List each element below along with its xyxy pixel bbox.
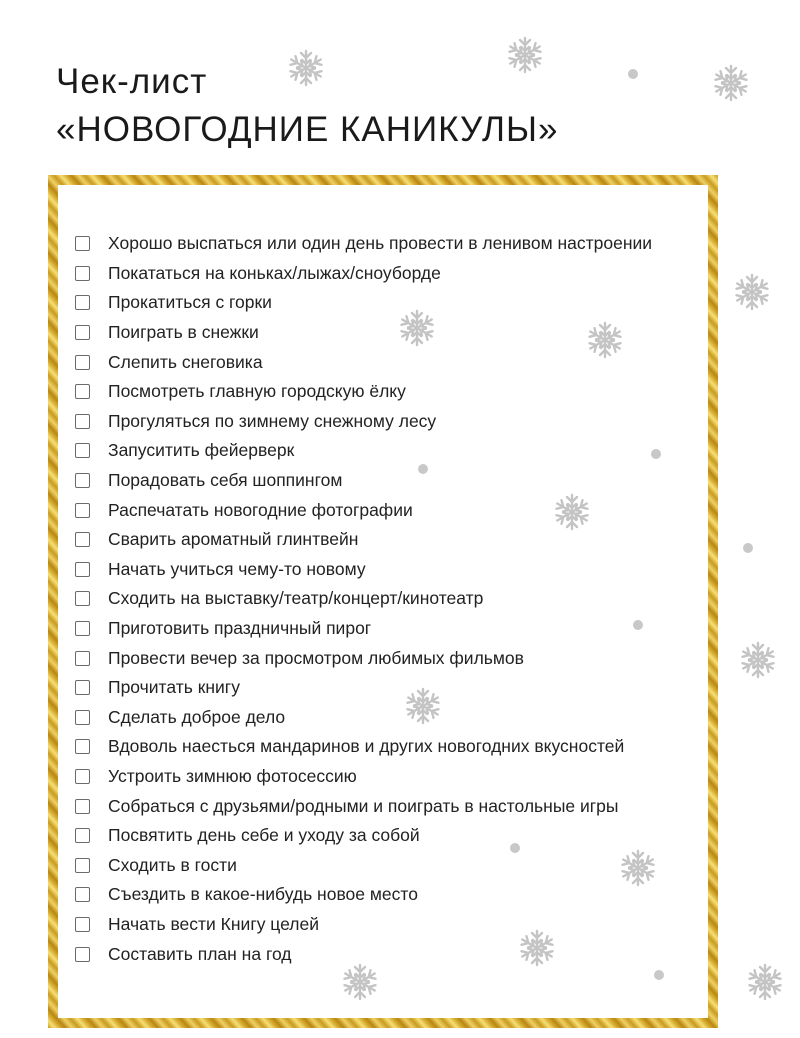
list-item xyxy=(75,732,652,762)
list-item xyxy=(75,850,652,880)
checklist xyxy=(75,229,652,969)
item-label: Составить план на год xyxy=(108,943,292,964)
item-label: Прокатиться с горки xyxy=(108,292,272,313)
checkbox[interactable] xyxy=(75,680,90,695)
list-item xyxy=(75,259,652,289)
list-item xyxy=(75,910,652,940)
checkbox[interactable] xyxy=(75,532,90,547)
checkbox[interactable] xyxy=(75,414,90,429)
item-label: Поиграть в снежки xyxy=(108,322,259,343)
checkbox[interactable] xyxy=(75,591,90,606)
title-line-2: «НОВОГОДНИЕ КАНИКУЛЫ» xyxy=(56,110,559,149)
checkbox[interactable] xyxy=(75,621,90,636)
item-label: Сходить в гости xyxy=(108,854,237,875)
title-line-1: Чек-лист xyxy=(56,62,208,101)
list-item xyxy=(75,703,652,733)
list-item xyxy=(75,821,652,851)
snowflake-icon xyxy=(738,640,778,680)
item-label: Съездить в какое-нибудь новое место xyxy=(108,884,418,905)
checkbox[interactable] xyxy=(75,651,90,666)
item-label: Начать учиться чему-то новому xyxy=(108,558,366,579)
snowflake-icon xyxy=(745,962,785,1002)
item-label: Приготовить праздничный пирог xyxy=(108,618,372,639)
list-item xyxy=(75,229,652,259)
list-item xyxy=(75,525,652,555)
list-item xyxy=(75,762,652,792)
list-item xyxy=(75,407,652,437)
snowflake-icon xyxy=(732,272,772,312)
checkbox[interactable] xyxy=(75,355,90,370)
checkbox[interactable] xyxy=(75,917,90,932)
checkbox[interactable] xyxy=(75,947,90,962)
item-label: Сходить на выставку/театр/концерт/кинотеатр xyxy=(108,588,484,609)
item-label: Устроить зимнюю фотосессию xyxy=(108,765,357,786)
snow-dot xyxy=(743,543,753,553)
list-item xyxy=(75,939,652,969)
item-label: Прочитать книгу xyxy=(108,677,240,698)
list-item xyxy=(75,791,652,821)
list-item xyxy=(75,466,652,496)
list-item xyxy=(75,347,652,377)
list-item xyxy=(75,318,652,348)
checkbox[interactable] xyxy=(75,710,90,725)
item-label: Распечатать новогодние фотографии xyxy=(108,499,413,520)
snow-dot xyxy=(628,69,638,79)
checkbox[interactable] xyxy=(75,799,90,814)
checkbox[interactable] xyxy=(75,443,90,458)
item-label: Порадовать себя шоппингом xyxy=(108,470,343,491)
item-label: Посвятить день себе и уходу за собой xyxy=(108,825,420,846)
list-item xyxy=(75,673,652,703)
checkbox[interactable] xyxy=(75,236,90,251)
item-label: Покататься на коньках/лыжах/сноуборде xyxy=(108,262,441,283)
snow-dot xyxy=(654,970,664,980)
item-label: Начать вести Книгу целей xyxy=(108,913,320,934)
checkbox[interactable] xyxy=(75,325,90,340)
checkbox[interactable] xyxy=(75,295,90,310)
checkbox[interactable] xyxy=(75,858,90,873)
list-item xyxy=(75,614,652,644)
item-label: Сделать доброе дело xyxy=(108,706,286,727)
snowflake-icon xyxy=(505,35,545,75)
item-label: Хорошо выспаться или один день провести в ленивом настроении xyxy=(108,233,653,254)
checkbox[interactable] xyxy=(75,562,90,577)
checkbox[interactable] xyxy=(75,739,90,754)
item-label: Сварить ароматный глинтвейн xyxy=(108,529,359,550)
checkbox[interactable] xyxy=(75,384,90,399)
list-item xyxy=(75,880,652,910)
snowflake-icon xyxy=(286,48,326,88)
item-label: Собраться с друзьями/родными и поиграть в настольные игры xyxy=(108,795,619,816)
checkbox[interactable] xyxy=(75,887,90,902)
item-label: Посмотреть главную городскую ёлку xyxy=(108,381,406,402)
list-item xyxy=(75,555,652,585)
list-item xyxy=(75,584,652,614)
item-label: Прогуляться по зимнему снежному лесу xyxy=(108,410,437,431)
list-item xyxy=(75,436,652,466)
checkbox[interactable] xyxy=(75,769,90,784)
checkbox[interactable] xyxy=(75,266,90,281)
list-item xyxy=(75,643,652,673)
snowflake-icon xyxy=(711,63,751,103)
item-label: Слепить снеговика xyxy=(108,351,263,372)
item-label: Провести вечер за просмотром любимых фильмов xyxy=(108,647,524,668)
item-label: Вдоволь наесться мандаринов и других новогодних вкусностей xyxy=(108,736,625,757)
list-item xyxy=(75,495,652,525)
snow-dot xyxy=(651,449,661,459)
list-item xyxy=(75,288,652,318)
checkbox[interactable] xyxy=(75,503,90,518)
checkbox[interactable] xyxy=(75,828,90,843)
list-item xyxy=(75,377,652,407)
checkbox[interactable] xyxy=(75,473,90,488)
item-label: Запуситить фейерверк xyxy=(108,440,295,461)
